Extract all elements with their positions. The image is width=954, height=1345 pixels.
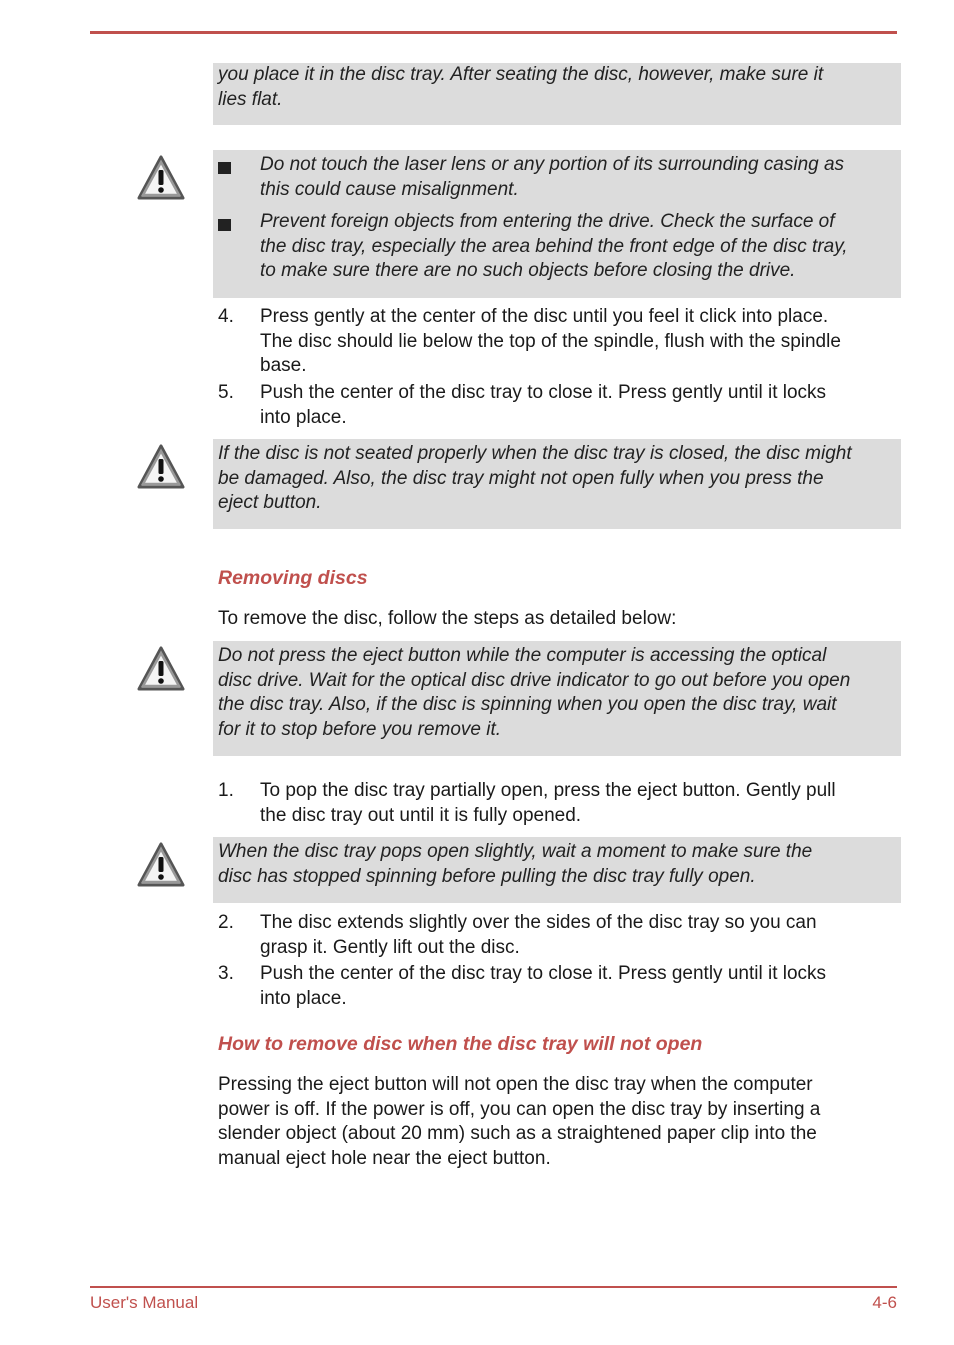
step-line: the disc tray out until it is fully opened.	[260, 804, 582, 826]
warning-triangle-icon	[137, 841, 185, 889]
bullet-square-icon	[218, 219, 231, 231]
warning-triangle-icon	[137, 645, 185, 693]
note-line: If the disc is not seated properly when the disc tray is closed, the disc might	[218, 443, 852, 464]
caution-note-bullets	[213, 150, 901, 298]
step-text	[260, 305, 841, 379]
step-text	[260, 962, 826, 1011]
note-line: this could cause misalignment.	[260, 178, 519, 200]
note-line: be damaged. Also, the disc tray might not open fully when you press the	[218, 467, 824, 489]
step-number: 4.	[218, 306, 234, 327]
step-line: Push the center of the disc tray to close it. Press gently until it locks	[260, 382, 827, 403]
header-rule	[90, 31, 897, 34]
paragraph-line: Pressing the eject button will not open the disc tray when the computer	[218, 1074, 813, 1095]
bullet-square-icon	[218, 162, 231, 174]
warning-triangle-icon	[137, 443, 185, 491]
section-heading: How to remove disc when the disc tray will not open	[218, 1033, 703, 1055]
note-line: the disc tray. Also, if the disc is spinning when you open the disc tray, wait	[218, 694, 837, 715]
note-line: disc drive. Wait for the optical disc drive indicator to go out before you open	[218, 669, 851, 691]
step-text	[260, 381, 826, 430]
section-heading: Removing discs	[218, 567, 368, 589]
step-line: Push the center of the disc tray to close it. Press gently until it locks	[260, 963, 827, 984]
step-text	[260, 911, 817, 960]
paragraph-line: slender object (about 20 mm) such as a straightened paper clip into the	[218, 1123, 817, 1144]
step-line: into place.	[260, 987, 347, 1009]
caution-note	[213, 837, 901, 903]
footer-title: User's Manual	[90, 1293, 199, 1312]
note-line: lies flat.	[218, 88, 283, 110]
step-number: 3.	[218, 963, 234, 984]
step-line: grasp it. Gently lift out the disc.	[260, 936, 520, 958]
step-line: into place.	[260, 406, 347, 428]
note-line: Do not touch the laser lens or any portion of its surrounding casing as	[260, 154, 845, 175]
intro-text	[218, 607, 676, 632]
page-number: 4-6	[872, 1293, 897, 1312]
note-line: you place it in the disc tray. After seating the disc, however, make sure it	[218, 64, 824, 85]
note-line: Prevent foreign objects from entering the drive. Check the surface of	[260, 211, 835, 232]
step-line: To pop the disc tray partially open, press the eject button. Gently pull	[260, 780, 836, 801]
note-line: eject button.	[218, 492, 322, 513]
body-paragraph	[218, 1073, 820, 1171]
step-number: 5.	[218, 382, 234, 403]
paragraph-line: manual eject hole near the eject button.	[218, 1147, 551, 1169]
note-line: for it to stop before you remove it.	[218, 718, 502, 740]
caution-note	[213, 641, 901, 756]
note-line: Do not press the eject button while the computer is accessing the optical	[218, 645, 827, 666]
intro-line: To remove the disc, follow the steps as detailed below:	[218, 608, 677, 629]
note-line: the disc tray, especially the area behind the front edge of the disc tray,	[260, 235, 848, 257]
warning-triangle-icon	[137, 154, 185, 202]
caution-note-continued	[213, 63, 901, 125]
step-line: The disc extends slightly over the sides of the disc tray so you can	[260, 912, 817, 933]
note-line: When the disc tray pops open slightly, wait a moment to make sure the	[218, 841, 813, 862]
step-line: The disc should lie below the top of the spindle, flush with the spindle	[260, 330, 841, 352]
step-line: Press gently at the center of the disc until you feel it click into place.	[260, 306, 829, 327]
step-line: base.	[260, 355, 307, 376]
step-number: 1.	[218, 780, 234, 801]
step-number: 2.	[218, 912, 234, 933]
note-line: to make sure there are no such objects before closing the drive.	[260, 260, 796, 281]
note-line: disc has stopped spinning before pulling the disc tray fully open.	[218, 865, 756, 887]
step-text	[260, 779, 836, 828]
caution-note	[213, 439, 901, 529]
footer-rule	[90, 1286, 897, 1288]
paragraph-line: power is off. If the power is off, you can open the disc tray by inserting a	[218, 1098, 821, 1120]
